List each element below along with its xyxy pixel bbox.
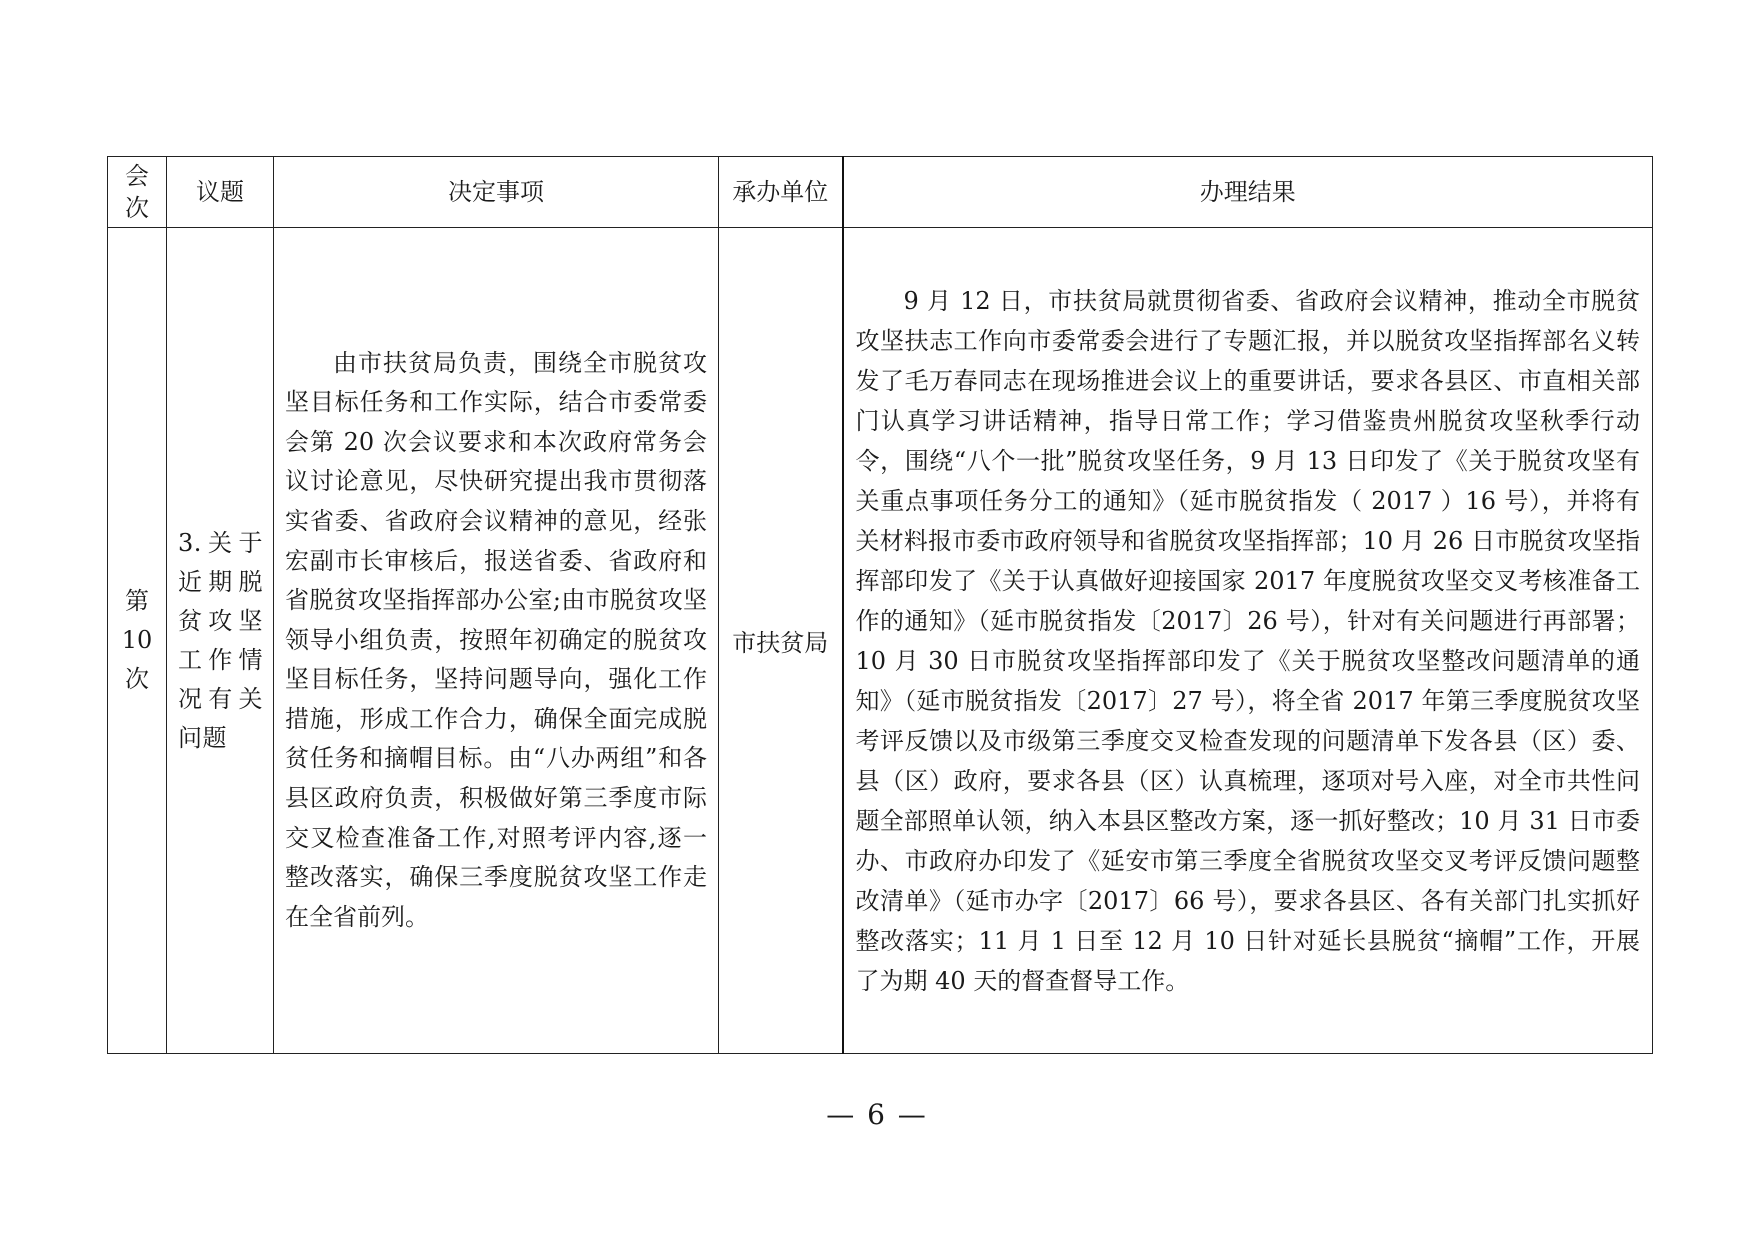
table-row: [108, 228, 1653, 1054]
page-number: — 6 —: [826, 1098, 928, 1131]
topic-cell: [167, 228, 274, 1054]
header-result: 办理结果: [843, 157, 1653, 228]
result-cell: [843, 228, 1653, 1054]
header-topic: 议题: [167, 157, 274, 228]
decision-text: 由市扶贫局负责，围绕全市脱贫攻坚目标任务和工作实际，结合市委常委会第 20 次会议要求和本次政府常务会议讨论意见，尽快研究提出我市贯彻落实省委、省政府会议精神的意见，经张宏副市长审核后，报送省委、省政府和省脱贫攻坚指挥部办公室;由市脱贫攻坚领导小组负责，按照年初确定的脱贫攻坚目标任务，坚持问题导向，强化工作措施，形成工作合力，确保全面完成脱贫任务和摘帽目标。由“八办两组”和各县区政府负责，积极做好第三季度市际交叉检查准备工作,对照考评内容,逐一整改落实，确保三季度脱贫攻坚工作走在全省前列。: [285, 348, 707, 931]
header-decision: 决定事项: [274, 157, 719, 228]
topic-text: 3.关于近期脱贫攻坚工作情况有关问题: [178, 528, 263, 752]
decision-cell: [274, 228, 719, 1054]
decision-table: [107, 156, 1653, 1054]
header-unit: 承办单位: [719, 157, 843, 228]
session-line: 次: [125, 665, 149, 693]
session-line: 10: [121, 626, 153, 654]
header-session: 会次: [108, 157, 167, 228]
unit-cell: 市扶贫局: [719, 228, 843, 1054]
table-header-row: [108, 157, 1653, 228]
session-cell: [108, 228, 167, 1054]
result-text: 9 月 12 日，市扶贫局就贯彻省委、省政府会议精神，推动全市脱贫攻坚扶志工作向市委常委会进行了专题汇报，并以脱贫攻坚指挥部名义转发了毛万春同志在现场推进会议上的重要讲话，要求各县区、市直相关部门认真学习讲话精神，指导日常工作；学习借鉴贵州脱贫攻坚秋季行动令，围绕“八个一批”脱贫攻坚任务，9 月 13 日印发了《关于脱贫攻坚有关重点事项任务分工的通知》（延市脱贫指发（ 2017 ）16 号），并将有关材料报市委市政府领导和省脱贫攻坚指挥部；10 月 26 日市脱贫攻坚指挥部印发了《关于认真做好迎接国家 2017 年度脱贫攻坚交叉考核准备工作的通知》（延市脱贫指发〔2017〕26 号），针对有关问题进行再部署；10 月 30 日市脱贫攻坚指挥部印发了《关于脱贫攻坚整改问题清单的通知》（延市脱贫指发〔2017〕27 号），将全省 2017 年第三季度脱贫攻坚考评反馈以及市级第三季度交叉检查发现的问题清单下发各县（区）委、县（区）政府，要求各县（区）认真梳理，逐项对号入座，对全市共性问题全部照单认领，纳入本县区整改方案，逐一抓好整改；10 月 31 日市委办、市政府办印发了《延安市第三季度全省脱贫攻坚交叉考评反馈问题整改清单》（延市办字〔2017〕66 号），要求各县区、各有关部门扎实抓好整改落实；11 月 1 日至 12 月 10 日针对延长县脱贫“摘帽”工作，开展了为期 40 天的督查督导工作。: [855, 286, 1640, 995]
session-line: 第: [125, 587, 149, 615]
